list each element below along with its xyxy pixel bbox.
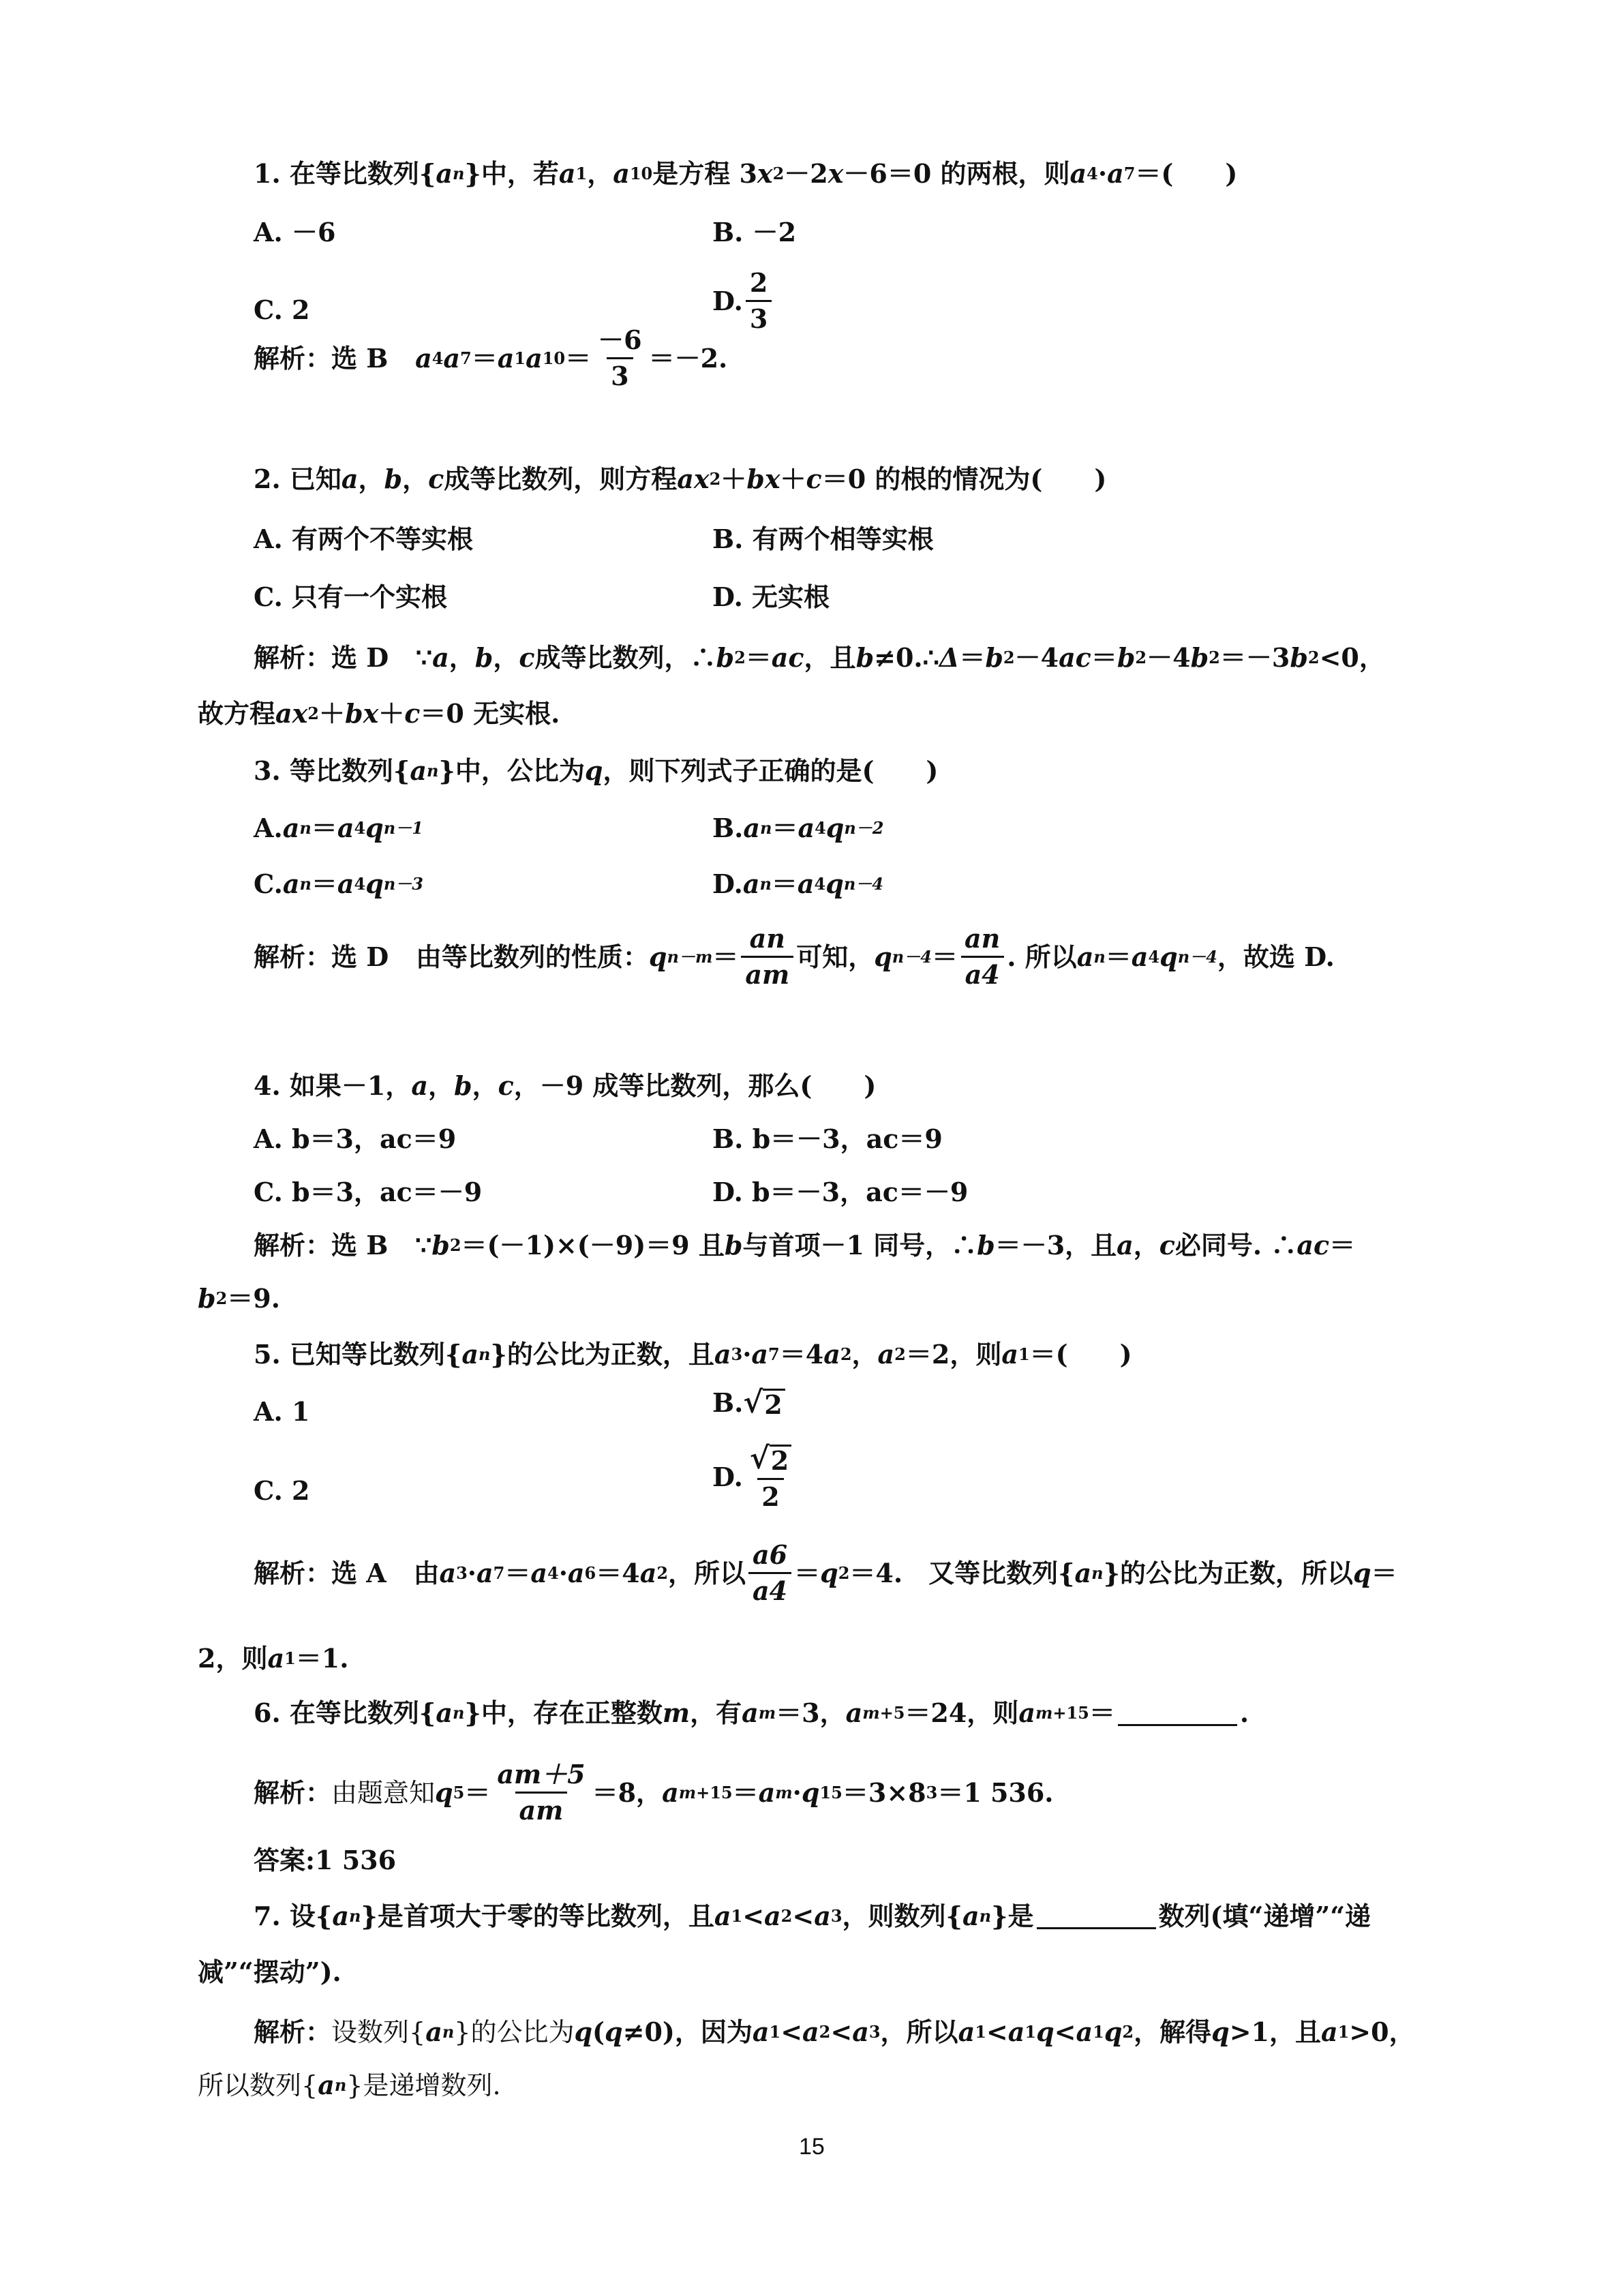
q5-option-d: D. √ 2 2 — [712, 1444, 798, 1510]
q2-option-a: A. 有两个不等实根 — [254, 524, 473, 554]
q3-option-d: D. a n ＝ a 4 q n－4 — [712, 868, 883, 899]
q4-option-d: D. b＝－3，ac＝－9 — [712, 1177, 969, 1207]
q6-answer: 答案: 1 536 — [254, 1845, 397, 1875]
q7-solution-line2: 所以数列{ a n }是递增数列. — [198, 2070, 501, 2100]
q7-stem-line2: 减”“摆动”). — [198, 1957, 342, 1987]
q5-solution-line2: 2，则 a 1 ＝1. — [198, 1643, 349, 1674]
q5-option-b: B. √ 2 — [712, 1388, 785, 1418]
q7-stem-line1: 7. 设{ a n }是首项大于零的等比数列，且 a 1 < a 2 < a 3 ，则数列{ a n }是 数列(填“递增”“递 — [254, 1901, 1371, 1931]
q1-option-a: A. －6 — [254, 217, 336, 247]
q5-solution-line1: 解析： 选 A 由 a 3 · a 7 ＝ a 4 · a 6 ＝4 a 2 ，所以 $\frac{a6}{a4}$ ＝ q 2 ＝4. 又等比数列{ a n }的公比为正数，所以 q ＝ — [254, 1539, 1397, 1606]
q5-option-c: C. 2 — [254, 1475, 310, 1506]
q1-option-b: B. －2 — [712, 217, 797, 247]
q7-solution-line1: 解析： 设数列{ a n }的公比为 q ( q ≠0)，因为 a 1 < a 2 < a 3 ，所以 a 1 < a 1 q < a 1 q 2 ，解得 q >1，且 a 1 >0， — [254, 2016, 1415, 2047]
q3-option-a: A. a n ＝ a 4 q n－1 — [254, 813, 423, 843]
q1-stem: 1. 在等比数列{ a n }中，若 a 1 ， a 10 是方程 3 x 2 －2 x －6＝0 的两根，则 a 4 · a 7 ＝( ) — [254, 158, 1238, 189]
page-number: 15 — [799, 2134, 825, 2160]
q2-solution-line1: 解析： 选 D ∵ a ， b ， c 成等比数列，∴ b 2 ＝ ac ，且 b ≠0.∴ Δ ＝ b 2 －4 ac ＝ b 2 －4 b 2 ＝－3 b 2 <0， — [254, 642, 1385, 673]
q2-solution-line2: 故方程 ax 2 ＋ bx ＋ c ＝0 无实根. — [198, 698, 560, 729]
q4-solution-line2: b 2 ＝9. — [198, 1283, 280, 1314]
q2-stem: 2. 已知 a ， b ， c 成等比数列，则方程 ax 2 ＋ bx ＋ c ＝0 的根的情况为( ) — [254, 464, 1107, 494]
q3-option-c: C. a n ＝ a 4 q n－3 — [254, 868, 423, 899]
q2-option-c: C. 只有一个实根 — [254, 581, 448, 612]
q2-option-b: B. 有两个相等实根 — [712, 524, 934, 554]
q4-option-c: C. b＝3，ac＝－9 — [254, 1177, 483, 1207]
q5-stem: 5. 已知等比数列{ a n }的公比为正数，且 a 3 · a 7 ＝4 a 2 ， a 2 ＝2，则 a 1 ＝( ) — [254, 1339, 1132, 1370]
q6-stem: 6. 在等比数列{ a n }中，存在正整数 m ，有 a m ＝3， a m+5 ＝24，则 a m+15 ＝ . — [254, 1697, 1249, 1728]
q7-answer-blank — [1037, 1904, 1156, 1929]
q6-solution: 解析： 由题意知 q 5 ＝ $\frac{am+5}{am}$ ＝8， a m+15 ＝ a m · q 15 ＝3×8 3 ＝1 536. — [254, 1759, 1054, 1826]
q1-solution: 解析： 选 B a 4 a 7 ＝ a 1 a 10 ＝ $\frac{-6}{3}$ ＝－2. — [254, 324, 728, 391]
q1-option-c: C. 2 — [254, 294, 310, 325]
q2-option-d: D. 无实根 — [712, 581, 830, 612]
q6-answer-blank — [1118, 1701, 1237, 1726]
q4-option-a: A. b＝3，ac＝9 — [254, 1123, 457, 1154]
q3-option-b: B. a n ＝ a 4 q n－2 — [712, 813, 884, 843]
q3-stem: 3. 等比数列{ a n }中，公比为 q ，则下列式子正确的是( ) — [254, 755, 939, 786]
q4-stem: 4. 如果－1， a ， b ， c ，－9 成等比数列，那么( ) — [254, 1070, 877, 1101]
q3-solution: 解析： 选 D 由等比数列的性质： q n－m ＝ $\frac{an}{am}$ 可知， q n－4 ＝ $\frac{an}{a4}$ . 所以 a n ＝ a 4 q n－4 ，故选 D. — [254, 923, 1335, 990]
q1-option-d: D. $\frac{2}{3}$ — [712, 270, 774, 332]
q4-option-b: B. b＝－3，ac＝9 — [712, 1123, 943, 1154]
q4-solution-line1: 解析： 选 B ∵ b 2 ＝(－1)×(－9)＝9 且 b 与首项－1 同号，∴ b ＝－3，且 a ， c 必同号. ∴ ac ＝ — [254, 1230, 1356, 1260]
q5-option-a: A. 1 — [254, 1396, 310, 1427]
